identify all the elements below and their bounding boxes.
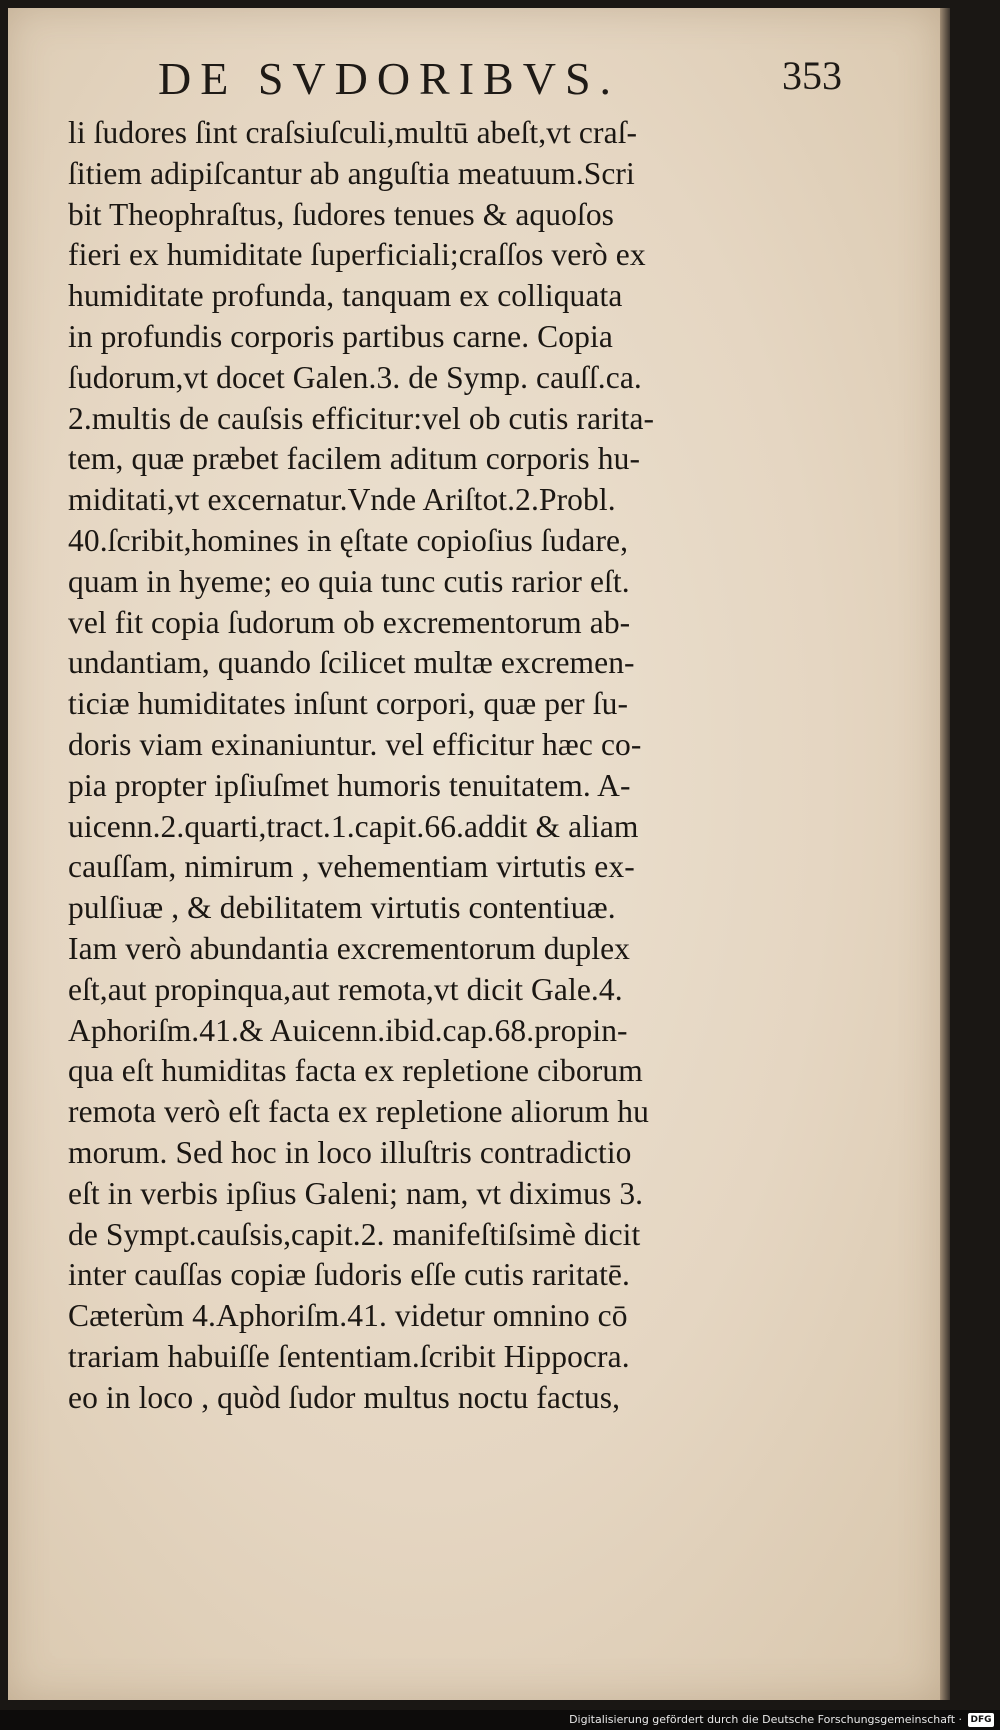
text-line: undantiam, quando ſcilicet multæ excremen- bbox=[68, 645, 635, 681]
text-line: doris viam exinaniuntur. vel efficitur hæc co- bbox=[68, 726, 642, 762]
text-line: trariam habuiſſe ſententiam.ſcribit Hippocra. bbox=[68, 1338, 630, 1374]
text-line: fieri ex humiditate ſuperficiali;craſſos verò ex bbox=[68, 237, 646, 273]
text-line: li ſudores ſint craſsiuſculi,multū abeſt,vt craſ- bbox=[68, 115, 638, 150]
footer-bar bbox=[0, 1710, 1000, 1730]
text-line: pulſiuæ , & debilitatem virtutis contentiuæ. bbox=[68, 890, 616, 926]
dfg-logo: DFG bbox=[968, 1713, 994, 1727]
text-line: ſitiem adipiſcantur ab anguſtia meatuum.Scri bbox=[68, 155, 635, 191]
text-line: eo in loco , quòd ſudor multus noctu factus, bbox=[68, 1379, 621, 1415]
text-line: ticiæ humiditates inſunt corpori, quæ per ſu- bbox=[68, 686, 629, 722]
text-line: Cæterùm 4.Aphoriſm.41. videtur omnino cō bbox=[68, 1298, 628, 1334]
text-line: ſudorum,vt docet Galen.3. de Symp. cauſſ.ca. bbox=[68, 359, 642, 395]
text-line: 2.multis de cauſsis efficitur:vel ob cutis rarita- bbox=[68, 400, 655, 436]
running-title: DE SVDORIBVS. bbox=[158, 53, 621, 104]
text-line: humiditate profunda, tanquam ex colliquata bbox=[68, 278, 623, 314]
text-body bbox=[68, 113, 858, 1419]
text-line: eſt,aut propinqua,aut remota,vt dicit Gale.4. bbox=[68, 971, 623, 1007]
text-line: pia propter ipſiuſmet humoris tenuitatem. A- bbox=[68, 767, 631, 803]
text-line: inter cauſſas copiæ ſudoris eſſe cutis raritatē. bbox=[68, 1257, 630, 1293]
running-head bbox=[78, 52, 842, 112]
text-line: Aphoriſm.41.& Auicenn.ibid.cap.68.propin- bbox=[68, 1012, 628, 1048]
text-line: miditati,vt excernatur.Vnde Ariſtot.2.Probl. bbox=[68, 482, 616, 518]
text-line: qua eſt humiditas facta ex repletione ciborum bbox=[68, 1053, 643, 1089]
digitization-credit: Digitalisierung gefördert durch die Deutsche Forschungsgemeinschaft · bbox=[569, 1713, 962, 1726]
book-page bbox=[8, 8, 940, 1700]
text-line: vel fit copia ſudorum ob excrementorum ab- bbox=[68, 604, 631, 640]
text-line: quam in hyeme; eo quia tunc cutis rarior eſt. bbox=[68, 563, 630, 599]
text-line: tem, quæ præbet facilem aditum corporis hu- bbox=[68, 441, 641, 477]
page-edge bbox=[940, 8, 950, 1700]
text-line: morum. Sed hoc in loco illuſtris contradictio bbox=[68, 1134, 632, 1170]
text-line: uicenn.2.quarti,tract.1.capit.66.addit & aliam bbox=[68, 808, 639, 844]
text-line: cauſſam, nimirum , vehementiam virtutis ex- bbox=[68, 849, 635, 885]
text-line: in profundis corporis partibus carne. Copia bbox=[68, 318, 613, 354]
text-line: bit Theophraſtus, ſudores tenues & aquoſos bbox=[68, 196, 615, 232]
text-line: 40.ſcribit,homines in ęſtate copioſius ſudare, bbox=[68, 522, 629, 558]
text-line: remota verò eſt facta ex repletione aliorum hu bbox=[68, 1094, 649, 1130]
text-line: Iam verò abundantia excrementorum duplex bbox=[68, 930, 631, 966]
page-number: 353 bbox=[782, 53, 842, 98]
text-line: eſt in verbis ipſius Galeni; nam, vt diximus 3. bbox=[68, 1175, 644, 1211]
text-line: de Sympt.cauſsis,capit.2. manifeſtiſsimè dicit bbox=[68, 1216, 641, 1252]
